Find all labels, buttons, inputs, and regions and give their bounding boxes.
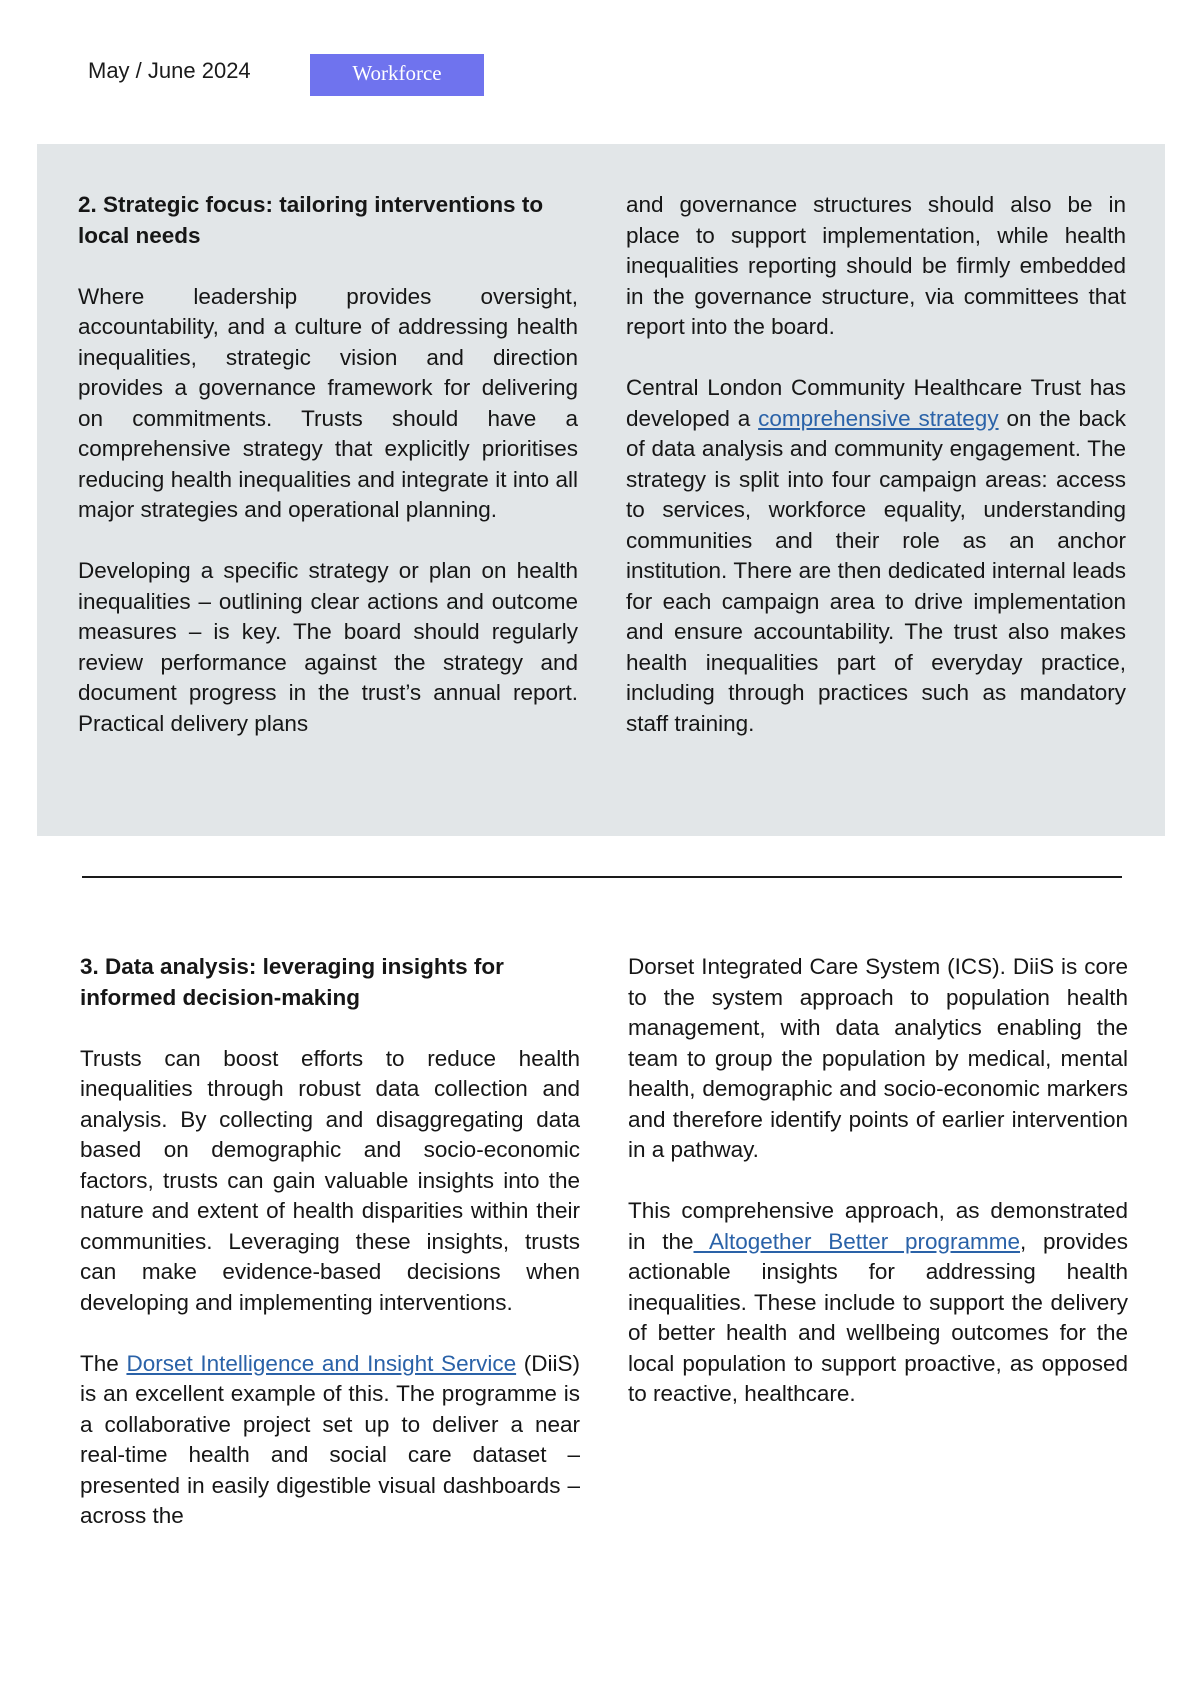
altogether-better-link[interactable]: Altogether Better programme <box>693 1228 1020 1254</box>
text-run: Central London Community Healthcare Trust has developed a <box>626 375 1126 431</box>
text-run: on the back of data analysis and community engagement. The strategy is split into four campaign areas: access to services, workforce equality, understanding communities and their role as an anchor institution. There are then dedicated internal leads for each campaign area to drive implementation and ensure accountability. The trust also makes health inequalities part of everyday practice, including through practices such as mandatory staff training. <box>626 405 1126 736</box>
section-tag: Workforce <box>310 54 484 96</box>
comprehensive-strategy-link[interactable]: comprehensive strategy <box>758 405 999 431</box>
section3-left-column <box>80 952 580 1532</box>
section3-right-column <box>628 952 1128 1410</box>
section2-paragraph: Developing a specific strategy or plan on health inequalities – outlining clear actions and outcome measures – is key. The board should regularly review performance against the strategy and document progress in the trust’s annual report. Practical delivery plans <box>78 558 578 736</box>
section2-heading: 2. Strategic focus: tailoring interventions to local needs <box>78 192 544 248</box>
section3-heading: 3. Data analysis: leveraging insights for informed decision-making <box>80 954 504 1010</box>
dorset-intelligence-link[interactable]: Dorset Intelligence and Insight Service <box>126 1350 517 1376</box>
section2-paragraph <box>626 373 1126 739</box>
section2-paragraph: and governance structures should also be in place to support implementation, while health inequalities reporting should be firmly embedded in the governance structure, via committees that report into the board. <box>626 192 1126 339</box>
section3-paragraph: Dorset Integrated Care System (ICS). DiiS is core to the system approach to population health management, with data analytics enabling the team to group the population by medical, mental health, demographic and socio-economic markers and therefore identify points of earlier intervention in a pathway. <box>628 954 1128 1162</box>
section2-left-column <box>78 190 578 739</box>
text-run: The <box>80 1350 127 1376</box>
section-divider <box>82 876 1122 878</box>
section3-paragraph <box>80 1349 580 1532</box>
section2-right-column <box>626 190 1126 739</box>
text-run: , provides actionable insights for addressing health inequalities. These include to support the delivery of better health and wellbeing outcomes for the local population to support proactive, as opposed to reactive, healthcare. <box>628 1228 1128 1406</box>
section2-paragraph: Where leadership provides oversight, accountability, and a culture of addressing health inequalities, strategic vision and direction provides a governance framework for delivering on commitments. Trusts should have a comprehensive strategy that explicitly prioritises reducing health inequalities and integrate it into all major strategies and operational planning. <box>78 283 578 522</box>
section3-paragraph <box>628 1196 1128 1410</box>
issue-date: May / June 2024 <box>88 58 251 83</box>
text-run: This comprehensive approach, as demonstrated in the <box>628 1198 1128 1254</box>
text-run: (DiiS) is an excellent example of this. The programme is a collaborative project set up to deliver a near real-time health and social care dataset – presented in easily digestible visual dashboards – across the <box>80 1350 581 1528</box>
section3-paragraph: Trusts can boost efforts to reduce health inequalities through robust data collection and analysis. By collecting and disaggregating data based on demographic and socio-economic factors, trusts can gain valuable insights into the nature and extent of health disparities within their communities. Leveraging these insights, trusts can make evidence-based decisions when developing and implementing interventions. <box>80 1045 580 1315</box>
